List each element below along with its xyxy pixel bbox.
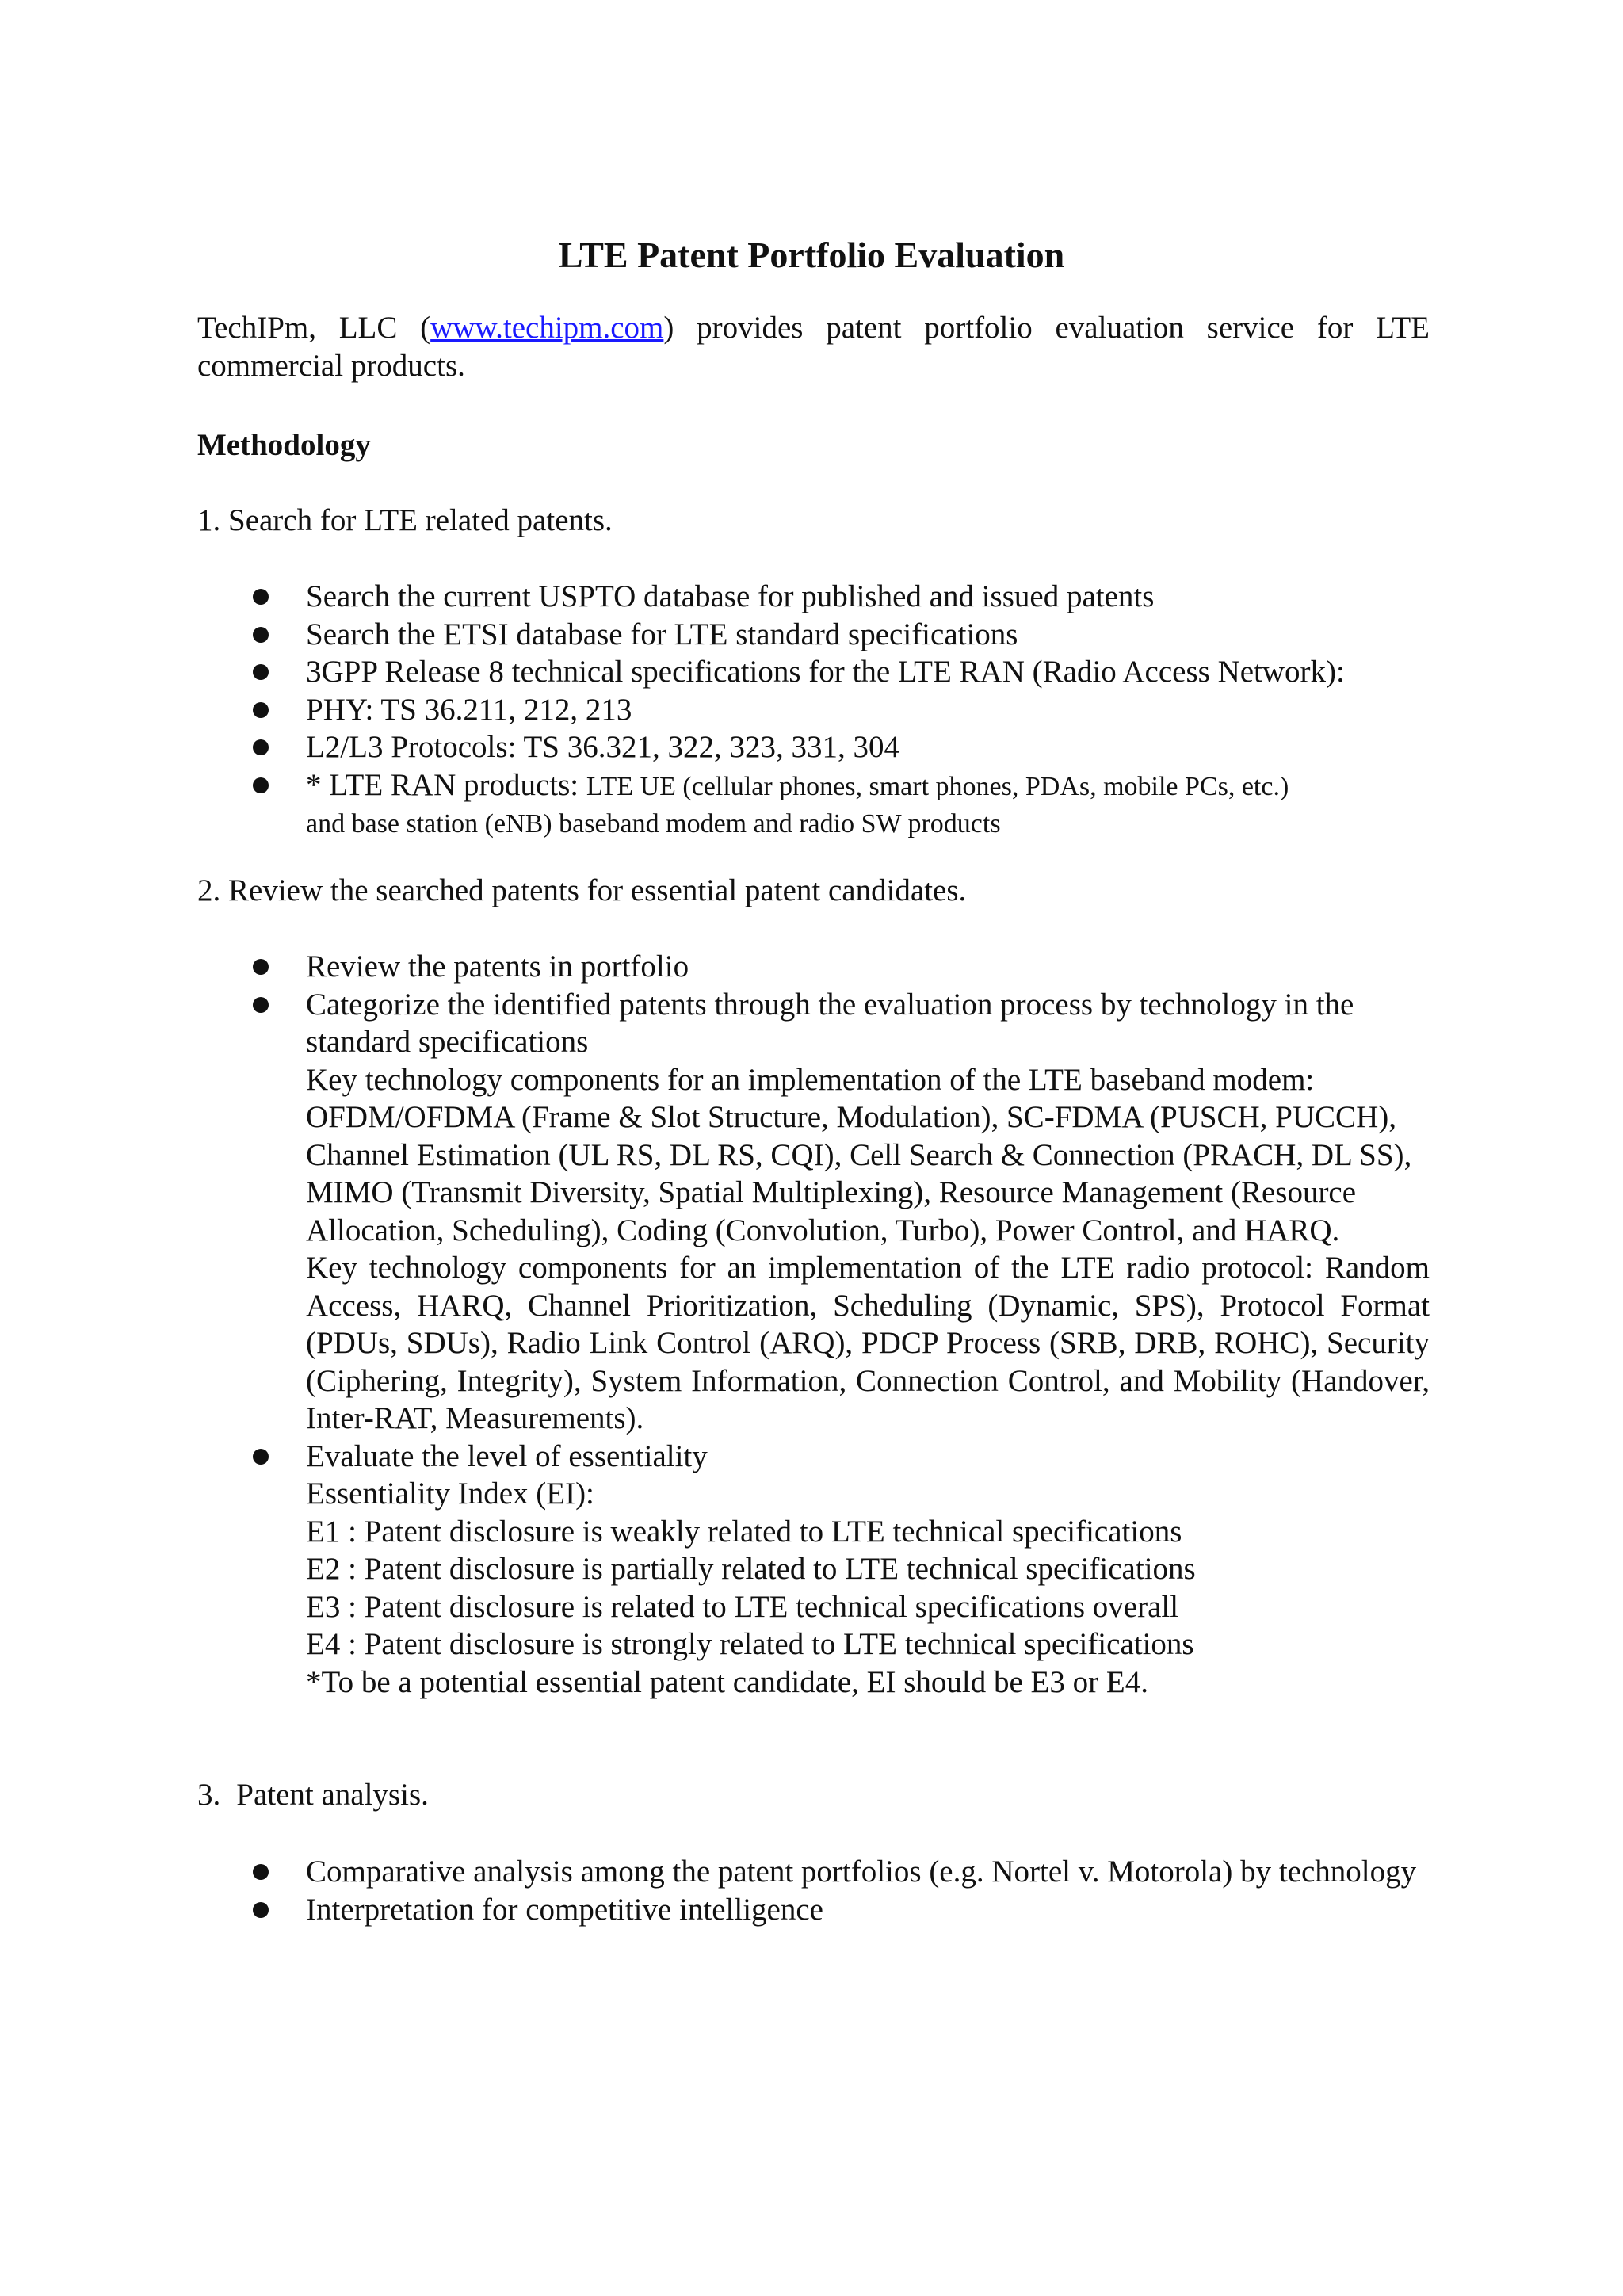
list-item xyxy=(0,616,1430,654)
bullet-text: Review the patents in portfolio xyxy=(306,949,689,984)
step3-heading xyxy=(197,1775,429,1815)
bullet-icon xyxy=(253,739,269,755)
bullet-products-cont: and base station (eNB) baseband modem and radio SW products xyxy=(306,809,1001,839)
step3-bullet-list xyxy=(0,1853,1623,1928)
list-item xyxy=(0,691,1430,729)
list-item xyxy=(0,948,1430,986)
ei-level: E1 : Patent disclosure is weakly related to LTE technical specifications xyxy=(306,1514,1182,1549)
ei-level: E3 : Patent disclosure is related to LTE technical specifications overall xyxy=(306,1589,1179,1624)
intro-paragraph xyxy=(197,309,1430,385)
list-item xyxy=(0,728,1430,766)
bullet-text: Interpretation for competitive intelligence xyxy=(306,1892,823,1927)
list-item xyxy=(0,1438,1430,1702)
bullet-icon xyxy=(253,997,269,1013)
ei-level: E2 : Patent disclosure is partially related to LTE technical specifications xyxy=(306,1552,1196,1586)
bullet-icon xyxy=(253,664,269,680)
bullet-text: Evaluate the level of essentiality xyxy=(306,1438,708,1473)
bullet-icon xyxy=(253,1902,269,1918)
step2-heading: 2. Review the searched patents for essential patent candidates. xyxy=(197,873,967,907)
bullet-products: LTE UE (cellular phones, smart phones, PDAs, mobile PCs, etc.) xyxy=(586,771,1289,801)
intro-company: TechIPm, LLC ( xyxy=(197,311,431,345)
bullet-text: Search the ETSI database for LTE standard specifications xyxy=(306,617,1018,651)
list-item xyxy=(0,653,1430,691)
company-link[interactable]: www.techipm.com xyxy=(430,311,664,345)
ei-note: *To be a potential essential patent candidate, EI should be E3 or E4. xyxy=(306,1664,1148,1699)
bullet-icon xyxy=(253,777,269,793)
modem-components: Key technology components for an implementation of the LTE baseband modem: OFDM/OFDMA (Frame & Slot Structure, Modulation), SC-FDMA (PUSCH, PUCCH), Channel Estimation (UL RS, DL RS, CQI), Cell Search & Connection (PRACH, DL SS), MIMO (Transmit Diversity, Spatial Multiplexing), Resource Management (Resource Allocation, Scheduling), Coding (Convolution, Turbo), Power Control, and HARQ. xyxy=(306,1062,1412,1247)
protocol-components: Key technology components for an implementation of the LTE radio protocol: Random Access, HARQ, Channel Prioritization, Scheduling (Dynamic, SPS), Protocol Format (PDUs, SDUs), Radio Link Control (ARQ), PDCP Process (SRB, DRB, ROHC), Security (Ciphering, Integrity), System Information, Connection Control, and Mobility (Handover, Inter-RAT, Measurements). xyxy=(306,1251,1430,1435)
bullet-text: 3GPP Release 8 technical specifications for the LTE RAN (Radio Access Network): xyxy=(306,655,1345,689)
bullet-icon xyxy=(253,627,269,643)
intro-text: ) provides patent portfolio evaluation service for LTE commercial products. xyxy=(197,311,1430,383)
list-item xyxy=(0,578,1430,616)
step3-number: 3. xyxy=(197,1778,221,1812)
bullet-icon xyxy=(253,1449,269,1465)
bullet-icon xyxy=(253,959,269,975)
bullet-text: Search the current USPTO database for published and issued patents xyxy=(306,579,1155,613)
ei-title: Essentiality Index (EI): xyxy=(306,1477,594,1511)
bullet-text: Comparative analysis among the patent portfolios (e.g. Nortel v. Motorola) by technology xyxy=(306,1855,1417,1889)
bullet-icon xyxy=(253,702,269,718)
methodology-heading: Methodology xyxy=(197,428,371,462)
list-item xyxy=(0,986,1430,1438)
bullet-text: PHY: TS 36.211, 212, 213 xyxy=(306,692,632,727)
step3-title: Patent analysis. xyxy=(236,1778,429,1812)
list-item xyxy=(0,1891,1430,1929)
step1-bullet-list xyxy=(0,578,1623,843)
bullet-lead: * LTE RAN products: xyxy=(306,767,586,802)
list-item xyxy=(0,1853,1430,1891)
bullet-icon xyxy=(253,589,269,605)
bullet-icon xyxy=(253,1864,269,1880)
bullet-text: L2/L3 Protocols: TS 36.321, 322, 323, 331, 304 xyxy=(306,730,899,764)
bullet-text: Categorize the identified patents through the evaluation process by technology in the standard specifications xyxy=(306,987,1354,1059)
list-item xyxy=(0,766,1430,843)
page-title: LTE Patent Portfolio Evaluation xyxy=(558,235,1065,275)
ei-level: E4 : Patent disclosure is strongly related to LTE technical specifications xyxy=(306,1627,1194,1661)
step2-bullet-list xyxy=(0,948,1623,1701)
step1-heading: 1. Search for LTE related patents. xyxy=(197,503,613,537)
